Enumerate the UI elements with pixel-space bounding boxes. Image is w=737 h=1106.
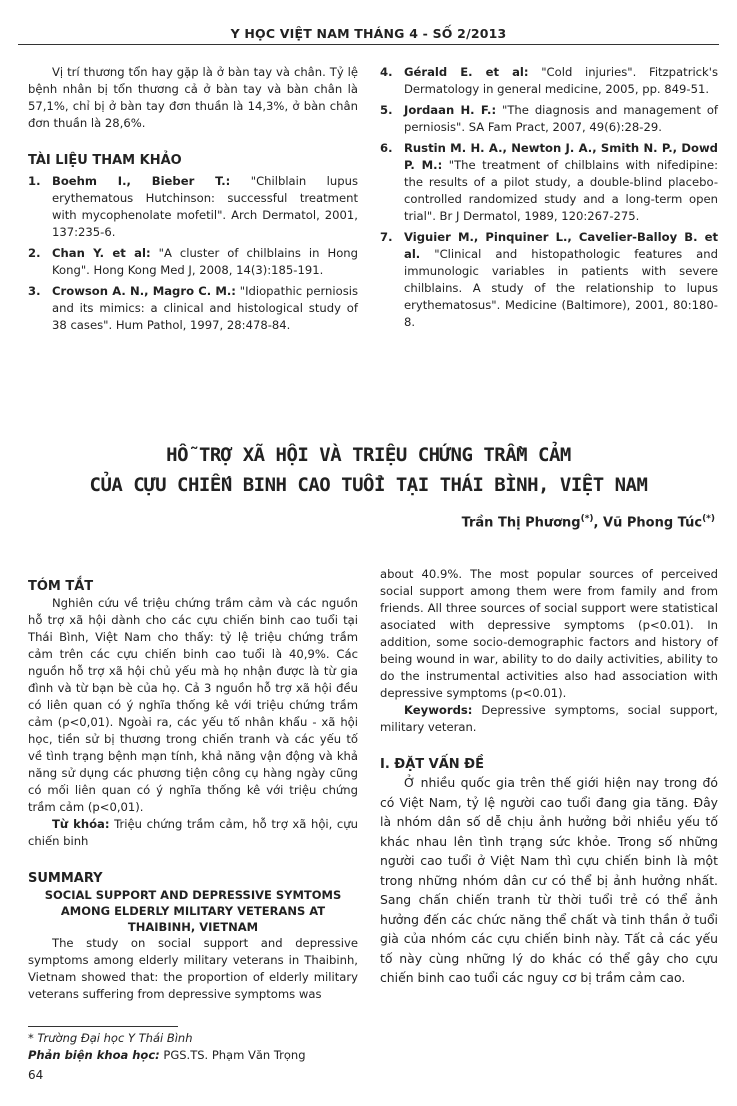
article-title: [30, 440, 707, 500]
summary-subtitle: SOCIAL SUPPORT AND DEPRESSIVE SYMTOMS AMONG ELDERLY MILITARY VETERANS AT THAIBINH, VIETNAM: [44, 888, 342, 934]
article-title-line-1: HỖ TRỢ XÃ HỘI VÀ TRIỆU CHỨNG TRẦM CẢM: [166, 444, 571, 466]
prev-article-right-column: [380, 64, 718, 335]
reference-text: "Chilblain lupus erythematous Hutchinson: successful treatment with mycophenolate mofetil". Arch Dermatol, 2001, 137:235-6.: [52, 174, 358, 239]
article-authors: [462, 514, 715, 530]
prev-article-left-column: [28, 64, 358, 338]
reference-text: "Idiopathic perniosis and its mimics: a clinical and histological study of 38 cases". Hum Pathol, 1997, 28:478-84.: [52, 284, 358, 332]
prev-article-closing-paragraph: Vị trí thương tổn hay gặp là ở bàn tay và chân. Tỷ lệ bệnh nhân bị tổn thương cả ở bàn tay và bàn chân là 57,1%, chỉ bị ở bàn tay đơn thuần là 14,3%, ở bàn chân đơn thuần là 28,6%.: [28, 65, 358, 130]
author-name: Trần Thị Phương: [461, 515, 581, 531]
reviewer-label: Phản biện khoa học:: [28, 1048, 160, 1062]
reference-number: 7.: [380, 230, 393, 244]
author-separator: ,: [593, 515, 604, 531]
reference-text: "Clinical and histopathologic features and immunologic variables in patients with severe chilblains. A study of the relationship to lupus erythematosus". Medicine (Baltimore), 2001, 80:180-8.: [404, 247, 718, 329]
reference-list-right: [380, 64, 718, 331]
reference-text: "The diagnosis and management of perniosis". SA Fam Pract, 2007, 49(6):28-29.: [404, 103, 718, 134]
reference-authors: Rustin M. H. A., Newton J. A., Smith N. P., Dowd P. M.:: [404, 141, 718, 172]
abstract-title: TÓM TẮT: [28, 579, 94, 594]
reference-item: [28, 245, 358, 279]
reference-number: 6.: [380, 141, 393, 155]
keywords-text: Triệu chứng trầm cảm, hỗ trợ xã hội, cựu chiến binh: [28, 817, 358, 848]
affiliation-mark: (*): [580, 514, 594, 524]
reference-authors: Jordaan H. F.:: [404, 103, 497, 117]
reference-text: "The treatment of chilblains with nifedipine: the results of a pilot study, a double-blind placebo-controlled randomized study and a long-term open trial". Br J Dermatol, 1989, 120:267-275.: [404, 158, 719, 223]
reference-item: [28, 173, 358, 241]
reference-item: [380, 229, 718, 331]
reference-number: 1.: [28, 174, 41, 188]
affiliation-footnote: * Trường Đại học Y Thái Bình: [28, 1031, 193, 1045]
reference-text: "A cluster of chilblains in Hong Kong". Hong Kong Med J, 2008, 14(3):185-191.: [52, 246, 358, 277]
en-keywords-text: Depressive symptoms, social support, military veteran.: [380, 703, 718, 734]
reference-authors: Gérald E. et al:: [404, 65, 529, 79]
reference-number: 3.: [28, 284, 41, 298]
en-keywords-paragraph: [380, 702, 718, 736]
abstract-text: Nghiên cứu về triệu chứng trầm cảm và các nguồn hỗ trợ xã hội dành cho các cựu chiến binh cao tuổi tại Thái Bình, Việt Nam cho thấy: tỷ lệ triệu chứng trầm cảm trên các cựu chiến binh cao tuổi là 40,9%. Các nguồn hỗ trợ xã hội chủ yếu mà họ nhận được là từ gia đình và từ bạn bè của họ. Cả 3 nguồn hỗ trợ xã hội đều có liên quan có ý nghĩa thống kê với triệu chứng trầm cảm (p<0,01). Ngoài ra, các yếu tố nhân khẩu - xã hội học, tiền sử bị thương trong chiến tranh và các yếu tố về tình trạng bệnh mạn tính, khả năng vận động và khả năng sử dụng các phương tiện công cụ hàng ngày cũng có mối liên quan có ý nghĩa thống kê với triệu chứng trầm cảm (p<0,01).: [28, 596, 358, 814]
intro-text: Ở nhiều quốc gia trên thế giới hiện nay trong đó có Việt Nam, tỷ lệ người cao tuổi đang gia tăng. Đây là nhóm dân số dễ chịu ảnh hưởng bởi nhiều yếu tố khác nhau lên tình trạng sức khỏe. Trong số những người cao tuổi ở Việt Nam thì cựu chiến binh là một trong những nhóm dân cư có thể bị ảnh hưởng nhất. Sang chấn chiến tranh từ thời tuổi trẻ có thể ảnh hưởng đến các chức năng thể chất và tinh thần ở tuổi già của nhóm các cựu chiến binh này. Tất cả các yếu tố này cùng những lý do khác có thể gây cho cựu chiến binh cao tuổi các nguy cơ bị trầm cảm cao.: [380, 775, 718, 985]
article-left-column: [28, 578, 358, 1003]
reviewer-line: [28, 1048, 306, 1062]
intro-title: I. ĐẶT VẤN ĐỀ: [380, 757, 484, 772]
reference-authors: Chan Y. et al:: [52, 246, 151, 260]
reference-number: 4.: [380, 65, 393, 79]
summary-text-part-2: about 40.9%. The most popular sources of perceived social support among them were from family and from friends. All three sources of social support were statistical asociated with depressive symptoms (p<0.01). In addition, some socio-demographic factors and history of being wound in war, ability to do daily activities, ability to do the instrumental activities also had association with depressive symptoms (p<0.01).: [380, 567, 718, 700]
reference-number: 2.: [28, 246, 41, 260]
reference-number: 5.: [380, 103, 393, 117]
reference-item: [28, 283, 358, 334]
reviewer-name: PGS.TS. Phạm Văn Trọng: [159, 1048, 306, 1062]
page-number: 64: [28, 1068, 44, 1082]
summary-text-part-1: The study on social support and depressive symptoms among elderly military veterans in Thaibinh, Vietnam showed that: the proportion of elderly military veterans suffering from depressive symptoms was: [28, 936, 358, 1001]
reference-authors: Viguier M., Pinquiner L., Cavelier-Balloy B. et al.: [404, 230, 718, 261]
keywords-paragraph: [28, 816, 358, 850]
keywords-label: Từ khóa:: [52, 817, 110, 831]
author-name: Vũ Phong Túc: [603, 515, 703, 531]
references-title: TÀI LIỆU THAM KHẢO: [28, 153, 182, 168]
header-rule: [18, 44, 719, 45]
reference-item: [380, 140, 718, 225]
affiliation-mark: (*): [702, 514, 715, 524]
reference-text: "Cold injuries". Fitzpatrick's Dermatology in general medicine, 2005, pp. 849-51.: [404, 65, 718, 96]
en-keywords-label: Keywords:: [404, 703, 473, 717]
footnote-rule: [28, 1026, 178, 1027]
reference-authors: Crowson A. N., Magro C. M.:: [52, 284, 236, 298]
running-header: Y HỌC VIỆT NAM THÁNG 4 - SỐ 2/2013: [230, 26, 507, 41]
reference-item: [380, 102, 718, 136]
article-title-line-2: CỦA CỰU CHIẾN BINH CAO TUỔI TẠI THÁI BÌNH, VIỆT NAM: [89, 474, 648, 496]
article-right-column: [380, 566, 718, 988]
reference-list-left: [28, 173, 358, 334]
reference-item: [380, 64, 718, 98]
reference-authors: Boehm I., Bieber T.:: [52, 174, 231, 188]
summary-title: SUMMARY: [28, 871, 103, 886]
